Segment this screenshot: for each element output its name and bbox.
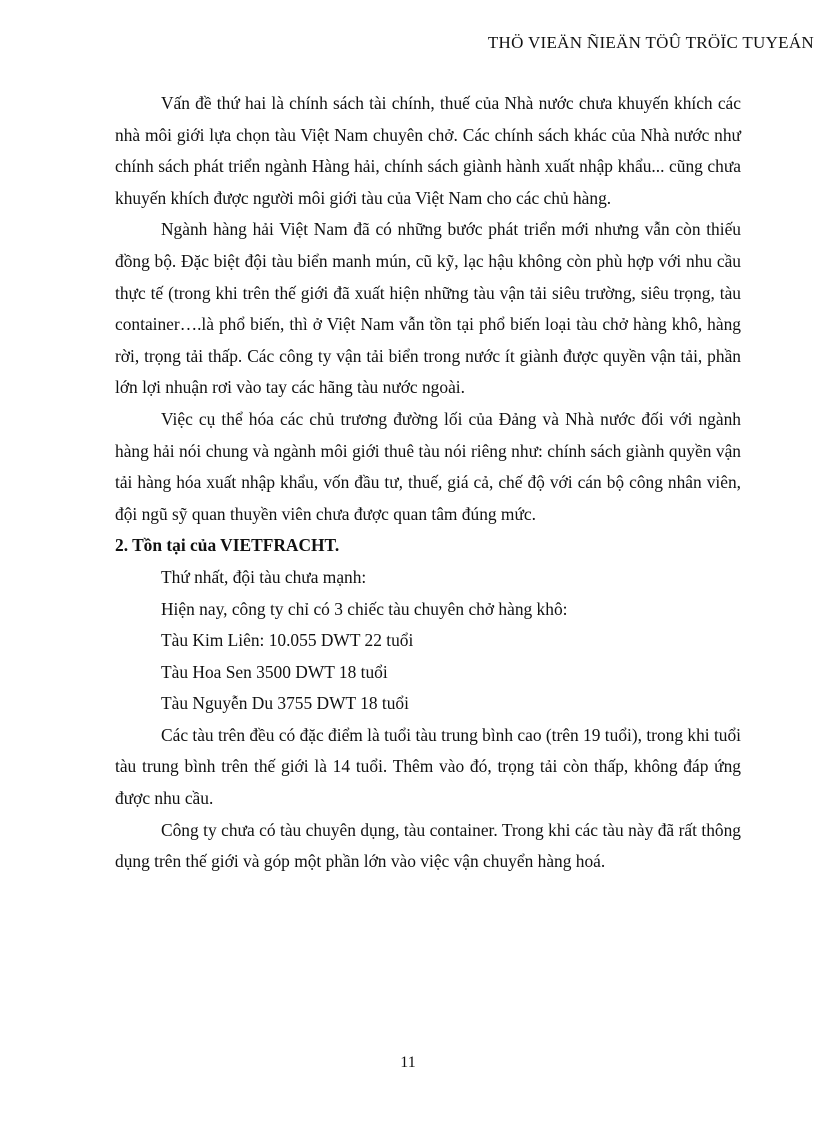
list-line-ship-hoa-sen: Tàu Hoa Sen 3500 DWT 18 tuổi (161, 661, 388, 682)
document-body (115, 88, 741, 878)
list-line-ship-kim-lien: Tàu Kim Liên: 10.055 DWT 22 tuổi (161, 630, 414, 651)
list-line-ship-nguyen-du: Tàu Nguyễn Du 3755 DWT 18 tuổi (161, 693, 409, 714)
list-line-ship-count: Hiện nay, công ty chỉ có 3 chiếc tàu chuyên chở hàng khô: (161, 598, 568, 619)
paragraph-ship-age: Các tàu trên đều có đặc điểm là tuổi tàu trung bình cao (trên 19 tuổi), trong khi tuổi tàu trung bình trên thế giới là 14 tuổi. Thêm vào đó, trọng tải còn thấp, không đáp ứng được nhu cầu. (115, 724, 742, 809)
paragraph-maritime-industry: Ngành hàng hải Việt Nam đã có những bước phát triển mới nhưng vẫn còn thiếu đồng bộ. Đặc biệt đội tàu biển manh mún, cũ kỹ, lạc hậu không còn phù hợp với nhu cầu thực tế (trong khi trên thế giới đã xuất hiện những tàu vận tải siêu trường, siêu trọng, tàu container….là phổ biến, thì ở Việt Nam vẫn tồn tại phổ biến loại tàu chở hàng khô, hàng rời, trọng tải thấp. Các công ty vận tải biển trong nước ít giành được quyền vận tải, phần lớn lợi nhuận rơi vào tay các hãng tàu nước ngoài. (115, 219, 741, 398)
page-number: 11 (400, 1054, 416, 1071)
list-line-fleet-weak: Thứ nhất, đội tàu chưa mạnh: (161, 566, 367, 587)
paragraph-policy-implementation: Việc cụ thể hóa các chủ trương đường lối của Đảng và Nhà nước đối với ngành hàng hải nói chung và ngành môi giới thuê tàu nói riêng như: chính sách giành quyền vận tải hàng hóa xuất nhập khẩu, vốn đầu tư, thuế, giá cả, chế độ với cán bộ công nhân viên, đội ngũ sỹ quan thuyền viên chưa được quan tâm đúng mức. (115, 408, 741, 524)
paragraph-specialized-ships: Công ty chưa có tàu chuyên dụng, tàu container. Trong khi các tàu này đã rất thông dụng trên thế giới và góp một phần lớn vào việc vận chuyển hàng hoá. (115, 819, 741, 872)
paragraph-finance-policy: Vấn đề thứ hai là chính sách tài chính, thuế của Nhà nước chưa khuyến khích các nhà môi giới lựa chọn tàu Việt Nam chuyên chở. Các chính sách khác của Nhà nước như chính sách phát triển ngành Hàng hải, chính sách giành hành xuất nhập khẩu... cũng chưa khuyến khích được người môi giới tàu của Việt Nam cho các chủ hàng. (115, 93, 741, 208)
section-heading: 2. Tồn tại của VIETFRACHT. (115, 535, 340, 556)
page-header: THÖ VIEÄN ÑIEÄN TÖÛ TRÖÏC TUYEÁN (487, 33, 814, 52)
